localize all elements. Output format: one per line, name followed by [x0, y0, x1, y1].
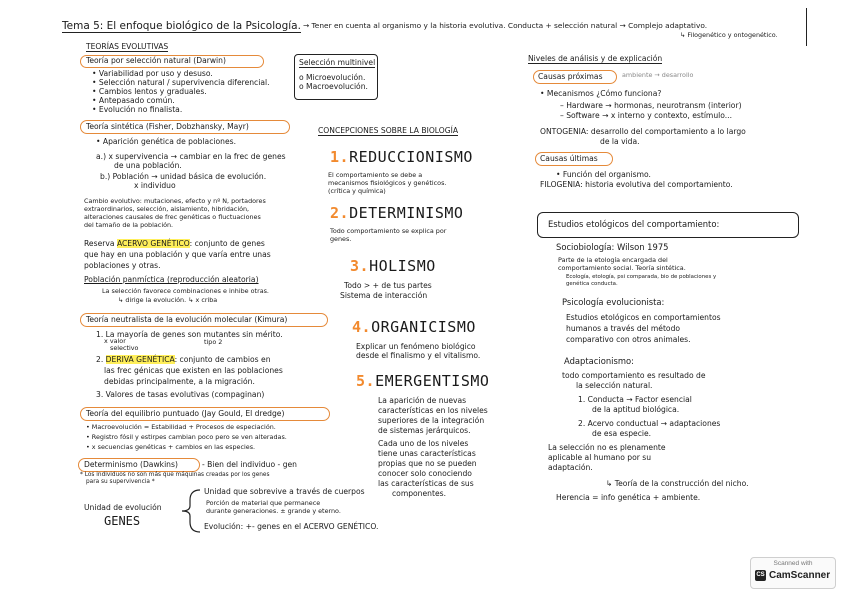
title-note: → Tener en cuenta al organismo y la historia evolutiva. Conducta + selección natural → Complejo adaptativo. [303, 21, 708, 30]
page-title-text: Tema 5: El enfoque biológico de la Psicología. [62, 20, 301, 32]
socio-line: comportamiento social. Teoría sintética. [558, 264, 686, 272]
left-heading: TEORÍAS EVOLUTIVAS [86, 42, 169, 51]
cambio-line: alteraciones causales de frec genéticas o fluctuaciones [84, 213, 261, 221]
concept-title: 3.HOLISMO [350, 257, 436, 275]
list-item: x individuo [134, 181, 176, 190]
psico-line: comparativo con otros animales. [566, 335, 691, 344]
adapt-line: la selección natural. [576, 381, 653, 390]
seleccion-line: adaptación. [548, 463, 593, 472]
list-item: • Mecanismos ¿Cómo funciona? [540, 89, 662, 98]
list-item: – Hardware → hormonas, neurotransm (interior) [560, 101, 742, 110]
poblacion-line: La selección favorece combinaciones e inhibe otras. [102, 287, 269, 295]
page-title [62, 20, 301, 32]
list-item: – Software → x interno y contexto, estímulo... [560, 111, 733, 120]
list-item: • Macroevolución = Estabilidad + Procesos de especiación. [86, 423, 276, 431]
determinismo-title: Determinismo (Dawkins) [84, 460, 178, 469]
poblacion-line: ↳ dirige la evolución. ↳ x criba [118, 296, 218, 304]
proximas-title: Causas próximas [538, 72, 603, 81]
filogenia-line: FILOGENIA: historia evolutiva del comportamiento. [540, 180, 733, 189]
adapt-title: Adaptacionismo: [564, 356, 634, 366]
concept-line: La aparición de nuevas [378, 396, 467, 405]
list-item: a.) x supervivencia → cambiar en la frec de genes [96, 152, 286, 161]
concept-line: Explicar un fenómeno biológico [356, 342, 476, 351]
adapt-item: de esa especie. [592, 429, 652, 438]
ontogenia-line: de la vida. [600, 137, 640, 146]
acervo-genetico-highlight: ACERVO GENÉTICO [116, 239, 190, 248]
equilibrio-title: Teoría del equilibrio puntuado (Jay Gould, El dredge) [86, 409, 285, 418]
margin-line [806, 8, 807, 46]
camscanner-logo-icon: CS [755, 570, 766, 581]
deriva-line: las frec génicas que existen en las poblaciones [104, 366, 283, 375]
concept-line: propias que no se pueden [378, 459, 477, 468]
list-item: • Cambios lentos y graduales. [92, 87, 207, 96]
camscanner-badge [750, 557, 836, 589]
concept-title: 5.EMERGENTISMO [356, 372, 490, 390]
concept-line: Todo > + de tus partes [344, 281, 432, 290]
socio-small: genética conducta. [566, 281, 618, 287]
determinismo-note: * Los individuos no son más que máquinas creadas por los genes [80, 472, 270, 478]
concept-line: Todo comportamiento se explica por [330, 227, 447, 235]
list-item: x valor [104, 337, 126, 345]
cambio-line: extraordinarios, selección, aislamiento, hibridación, [84, 205, 250, 213]
concept-line: características en los niveles [378, 406, 488, 415]
seleccion-box-title: Selección multinivel [299, 58, 376, 67]
reserva-line: poblaciones y otras. [84, 261, 161, 270]
deriva-prefix: 2. [96, 355, 106, 364]
concept-title: 4.ORGANICISMO [352, 318, 476, 336]
list-item: • Función del organismo. [556, 170, 651, 179]
concept-line: de sistemas jerárquicos. [378, 426, 471, 435]
list-item: • x secuencias genéticas + cambios en las especies. [86, 443, 256, 451]
concept-title: 2.DETERMINISMO [330, 204, 464, 222]
list-item: • Variabilidad por uso y desuso. [92, 69, 213, 78]
badge-line-1: Scanned with [773, 560, 813, 567]
seleccion-line: aplicable al humano por su [548, 453, 652, 462]
psico-line: humanos a través del método [566, 324, 681, 333]
unidad-label: Unidad de evolución [84, 503, 162, 512]
adapt-item: 2. Acervo conductual → adaptaciones [578, 419, 721, 428]
list-item: tipo 2 [204, 338, 223, 346]
list-item: • Antepasado común. [92, 96, 175, 105]
concept-line: (crítica y química) [328, 187, 386, 195]
seleccion-line: La selección no es plenamente [548, 443, 666, 452]
list-item: selectivo [110, 344, 139, 352]
list-item: • Evolución no finalista. [92, 105, 183, 114]
reserva-line [84, 239, 265, 248]
concept-line: componentes. [392, 489, 447, 498]
list-item: o Macroevolución. [299, 82, 368, 91]
badge-line-2: CamScanner [769, 570, 831, 581]
concept-line: superiores de la integración [378, 416, 485, 425]
cambio-line: Cambio evolutivo: mutaciones, efecto y nº N, portadores [84, 197, 266, 205]
psico-title: Psicología evolucionista: [562, 297, 665, 307]
unidad-line: Porción de material que permanece [206, 499, 321, 507]
list-item: • Aparición genética de poblaciones. [96, 137, 236, 146]
concept-line: desde el finalismo y el vitalismo. [356, 351, 481, 360]
brace-icon [180, 488, 202, 534]
concept-line: mecanismos fisiológicos y genéticos. [328, 179, 447, 187]
adapt-item: de la aptitud biológica. [592, 405, 680, 414]
poblacion-title: Población panmíctica (reproducción aleatoria) [84, 275, 259, 284]
reserva-line: que hay en una población y que varía entre unas [84, 250, 271, 259]
psico-line: Estudios etológicos en comportamientos [566, 313, 721, 322]
ultimas-title: Causas últimas [540, 154, 598, 163]
unidad-line: Evolución: +- genes en el ACERVO GENÉTICO. [204, 522, 379, 531]
unidad-line: durante generaciones. ± grande y eterno. [206, 507, 341, 515]
concept-line: las características de sus [378, 479, 474, 488]
determinismo-note: para su supervivencia * [86, 479, 155, 485]
ontogenia-line: ONTOGENIA: desarrollo del comportamiento a lo largo [540, 127, 746, 136]
list-item: de una población. [114, 161, 182, 170]
herencia-line: Herencia = info genética + ambiente. [556, 493, 701, 502]
concept-title: 1.REDUCCIONISMO [330, 148, 473, 166]
list-item: • Selección natural / supervivencia diferencial. [92, 78, 270, 87]
genes-label: GENES [104, 514, 141, 528]
list-item: 1. La mayoría de genes son mutantes sin mérito. [96, 330, 283, 339]
list-item: o Microevolución. [299, 73, 366, 82]
estudios-title: Estudios etológicos del comportamiento: [548, 219, 720, 229]
proximas-extra: ambiente → desarrollo [622, 71, 694, 79]
list-item: b.) Población → unidad básica de evolución. [100, 172, 267, 181]
determinismo-rest: - Bien del individuo - gen [202, 460, 297, 469]
deriva-line [96, 355, 271, 364]
concept-line: genes. [330, 235, 352, 243]
unidad-line: Unidad que sobrevive a través de cuerpos [204, 487, 365, 496]
nicho-line: ↳ Teoría de la construcción del nicho. [606, 479, 749, 488]
socio-title: Sociobiología: Wilson 1975 [556, 242, 669, 252]
sintetica-title: Teoría sintética (Fisher, Dobzhansky, Mayr) [86, 122, 249, 131]
concept-line: Sistema de interacción [340, 291, 428, 300]
socio-small: Ecología, etología, psi comparada, bio de poblaciones y [566, 274, 717, 280]
deriva-rest: : conjunto de cambios en [174, 355, 271, 364]
socio-line: Parte de la etología encargada del [558, 256, 668, 264]
deriva-genetica-highlight: DERIVA GENÉTICA [105, 355, 175, 364]
list-item: 3. Valores de tasas evolutivas (compaginan) [96, 390, 265, 399]
concept-line: Cada uno de los niveles [378, 439, 469, 448]
list-item: • Registro fósil y estirpes cambian poco pero se ven alteradas. [86, 433, 287, 441]
adapt-item: 1. Conducta → Factor esencial [578, 395, 692, 404]
adapt-line: todo comportamiento es resultado de [562, 371, 706, 380]
concept-line: El comportamiento se debe a [328, 171, 423, 179]
title-note-2: ↳ Filogenético y ontogenético. [680, 31, 778, 39]
deriva-line: debidas principalmente, a la migración. [104, 377, 255, 386]
concept-line: tiene unas características [378, 449, 476, 458]
reserva-prefix: Reserva [84, 239, 115, 248]
neutralista-title: Teoría neutralista de la evolución molecular (Kimura) [86, 315, 288, 324]
middle-heading: CONCEPCIONES SOBRE LA BIOLOGÍA [318, 126, 459, 135]
right-heading: Niveles de análisis y de explicación [528, 54, 663, 63]
cambio-line: del tamaño de la población. [84, 221, 174, 229]
concept-line: conocer solo conociendo [378, 469, 472, 478]
reserva-rest: : conjunto de genes [189, 239, 265, 248]
darwin-title: Teoría por selección natural (Darwin) [86, 56, 226, 65]
